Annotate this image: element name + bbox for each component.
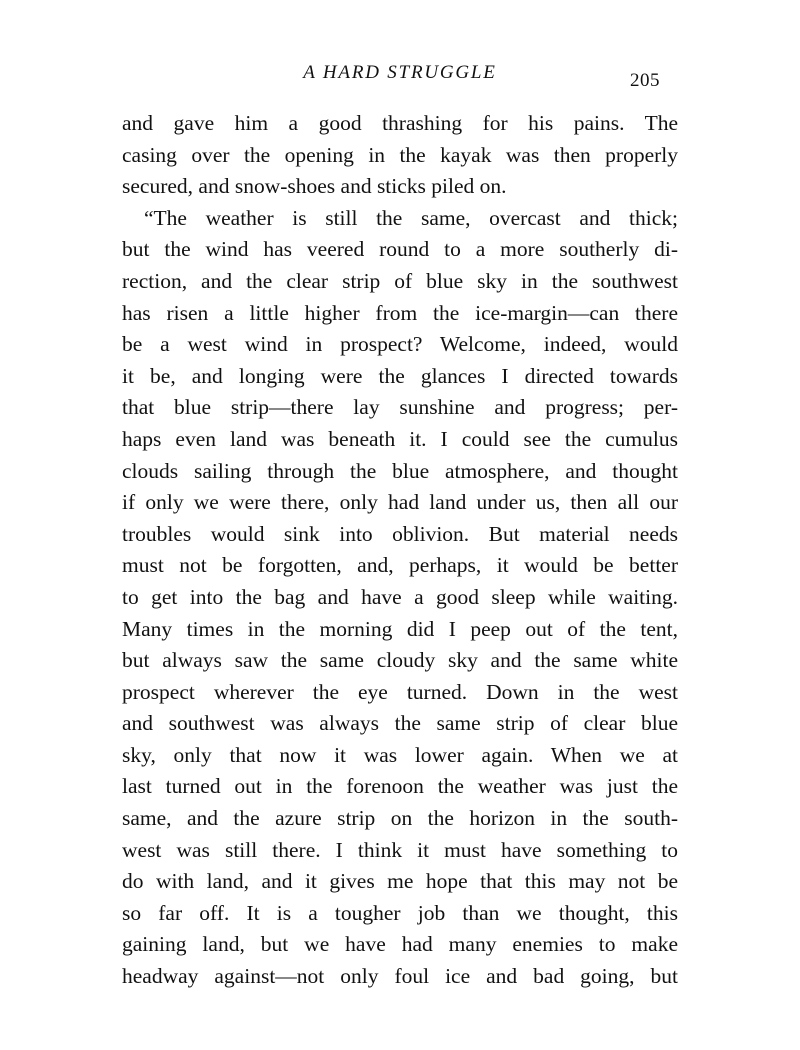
- text-line: west was still there. I think it must have something to: [122, 837, 678, 862]
- text-line: and gave him a good thrashing for his pains. The: [122, 111, 678, 135]
- text-line: but always saw the same cloudy sky and the same white: [122, 648, 678, 673]
- text-line: has risen a little higher from the ice-margin—can there: [122, 300, 678, 325]
- text-line: that blue strip—there lay sunshine and progress; per-: [122, 395, 678, 420]
- text-line: but the wind has veered round to a more southerly di-: [122, 237, 678, 262]
- text-line: to get into the bag and have a good sleep while waiting.: [122, 584, 678, 609]
- text-line: rection, and the clear strip of blue sky in the southwest: [122, 268, 678, 293]
- text-line: and southwest was always the same strip of clear blue: [122, 711, 678, 736]
- text-line: be a west wind in prospect? Welcome, indeed, would: [122, 332, 678, 357]
- text-line: prospect wherever the eye turned. Down in the west: [122, 679, 678, 704]
- text-line: gaining land, but we have had many enemies to make: [122, 932, 678, 957]
- text-line: it be, and longing were the glances I directed towards: [122, 363, 678, 388]
- text-line: “The weather is still the same, overcast and thick;: [144, 205, 678, 230]
- text-line: so far off. It is a tougher job than we thought, this: [122, 900, 678, 925]
- text-line: casing over the opening in the kayak was then properly: [122, 142, 678, 167]
- text-line: clouds sailing through the blue atmosphere, and thought: [122, 458, 678, 483]
- text-line: last turned out in the forenoon the weather was just the: [122, 774, 678, 799]
- page-number: 205: [630, 70, 660, 91]
- text-line: troubles would sink into oblivion. But material needs: [122, 521, 678, 546]
- text-line: haps even land was beneath it. I could see the cumulus: [122, 426, 678, 451]
- text-line: if only we were there, only had land under us, then all our: [122, 490, 678, 515]
- text-line: secured, and snow-shoes and sticks piled on.: [122, 174, 507, 199]
- text-line: headway against—not only foul ice and bad going, but: [122, 964, 678, 989]
- body-text: [122, 108, 678, 993]
- text-line: Many times in the morning did I peep out of the tent,: [122, 616, 678, 641]
- text-line: same, and the azure strip on the horizon in the south-: [122, 806, 678, 831]
- text-line: must not be forgotten, and, perhaps, it would be better: [122, 553, 678, 578]
- running-head: A HARD STRUGGLE: [303, 62, 497, 83]
- text-line: sky, only that now it was lower again. When we at: [122, 742, 678, 767]
- text-line: do with land, and it gives me hope that this may not be: [122, 869, 678, 894]
